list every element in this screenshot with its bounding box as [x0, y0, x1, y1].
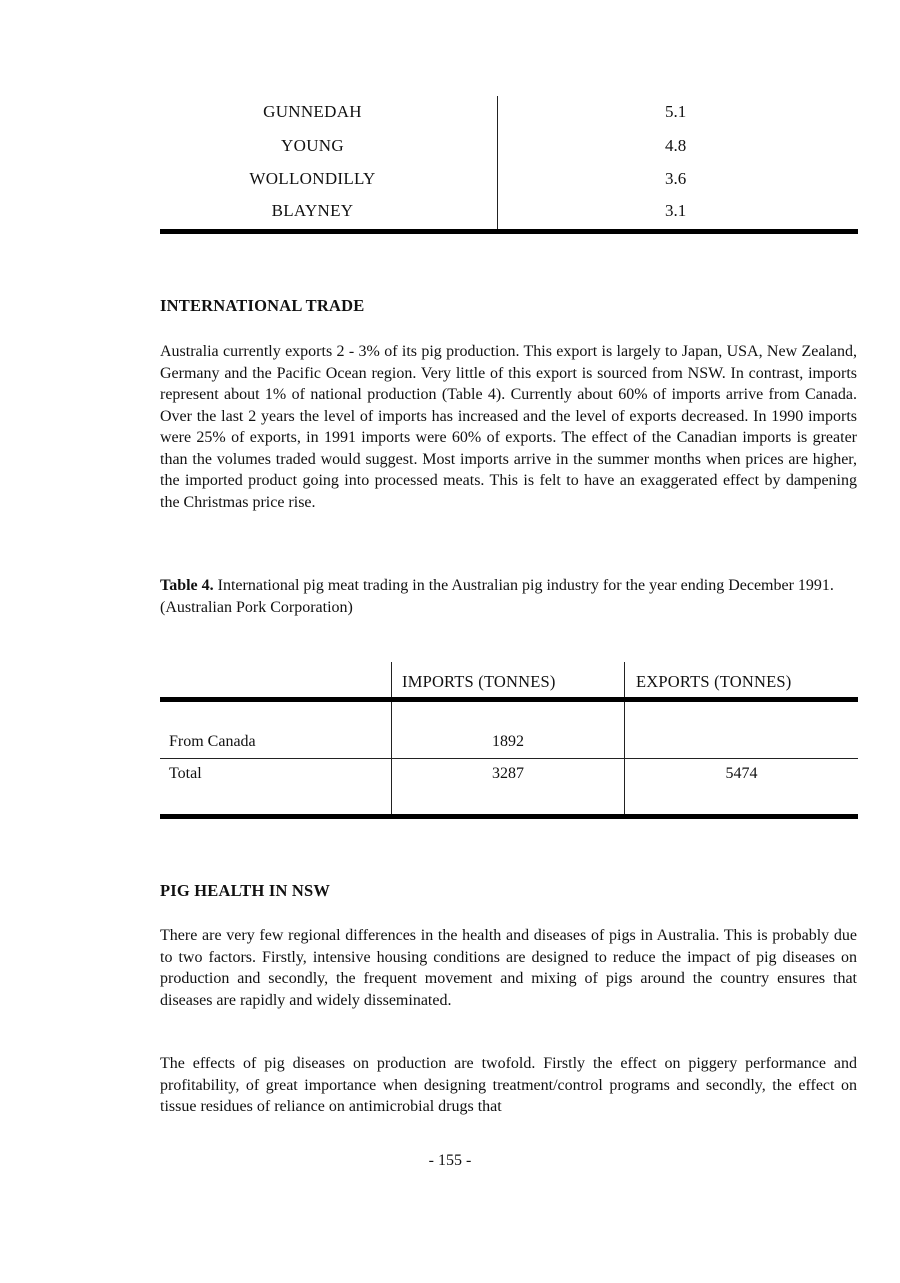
table-row: [160, 102, 858, 130]
shire-name: GUNNEDAH: [263, 102, 362, 121]
shire-value: 5.1: [665, 102, 687, 121]
body-paragraph: The effects of pig diseases on production are twofold. Firstly the effect on piggery performance and profitability, of great importance when designing treatment/control programs and secondly, the effect on tissue residues of reliance on antimicrobial drugs that: [160, 1055, 857, 1115]
section-heading: INTERNATIONAL TRADE: [160, 296, 365, 315]
shire-name: YOUNG: [281, 136, 344, 155]
row-rule: [160, 758, 858, 759]
table-caption-text: International pig meat trading in the Australian pig industry for the year ending December 1991. (Australian Pork Corporation): [160, 577, 834, 616]
shire-value: 3.6: [665, 169, 687, 188]
body-paragraph: Australia currently exports 2 - 3% of its pig production. This export is largely to Japan, USA, New Zealand, Germany and the Pacific Ocean region. Very little of this export is sourced from NSW. In contrast, imports represent about 1% of national production (Table 4). Currently about 60% of imports arrive from Canada. Over the last 2 years the level of imports has increased and the level of exports decreased. In 1990 imports were 25% of exports, in 1991 imports were 60% of exports. The effect of the Canadian imports is greater than the volumes traded would suggest. Most imports arrive in the summer months when prices are higher, the imported product going into processed meats. This is felt to have an exaggerated effect by dampening the Christmas price rise.: [160, 343, 857, 511]
table-row: [160, 201, 858, 229]
table-label: Table 4.: [160, 577, 214, 594]
page-number: - 155 -: [428, 1152, 472, 1169]
column-header-exports: EXPORTS (TONNES): [636, 672, 792, 691]
table-row: [160, 169, 858, 197]
imports-value: 3287: [492, 765, 524, 782]
table-bottom-rule: [160, 814, 858, 819]
imports-value: 1892: [492, 733, 524, 750]
body-paragraph: There are very few regional differences in the health and diseases of pigs in Australia. This is probably due to two factors. Firstly, intensive housing conditions are designed to reduce the impact of pig diseases on production and secondly, the frequent movement and mixing of pigs around the country ensures that diseases are rapidly and widely disseminated.: [160, 927, 857, 1009]
header-rule: [160, 697, 858, 702]
section-heading: PIG HEALTH IN NSW: [160, 881, 331, 900]
shire-name: WOLLONDILLY: [249, 169, 376, 188]
trade-table: [160, 662, 858, 822]
row-label: From Canada: [169, 733, 256, 750]
row-label: Total: [169, 765, 202, 782]
shire-value: 4.8: [665, 136, 687, 155]
shire-name: BLAYNEY: [271, 201, 354, 220]
column-header-imports: IMPORTS (TONNES): [402, 672, 556, 691]
table-row: [160, 136, 858, 164]
shire-value: 3.1: [665, 201, 687, 220]
shire-table: [160, 96, 858, 236]
column-divider: [624, 662, 625, 814]
table-bottom-rule: [160, 229, 858, 234]
table-caption: [160, 575, 857, 618]
exports-value: 5474: [725, 765, 758, 782]
